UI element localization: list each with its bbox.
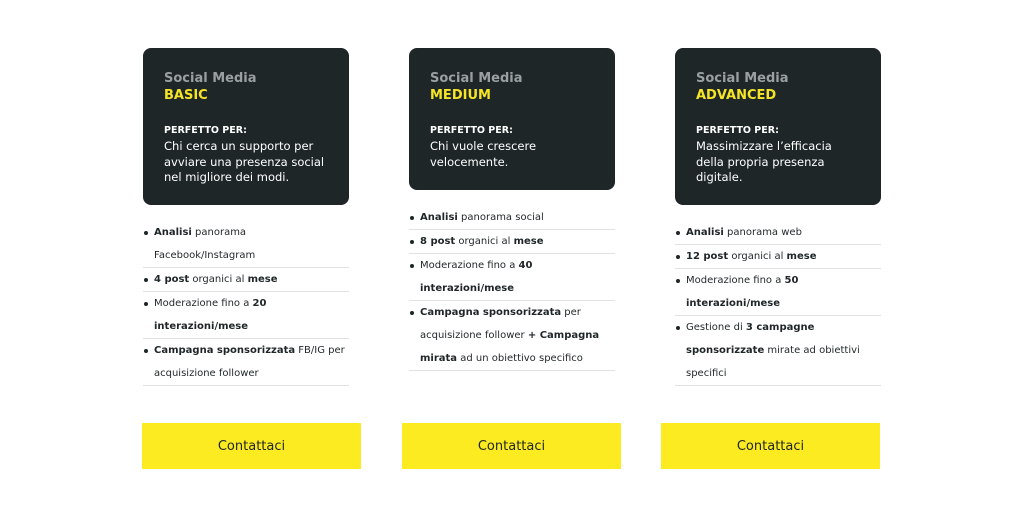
contact-button-medium[interactable]: Contattaci bbox=[402, 423, 621, 469]
plan-kicker: Social Media bbox=[164, 71, 257, 86]
feature-list bbox=[675, 221, 881, 386]
feature-item: Campagna sponsorizzata FB/IG per acquisizione follower bbox=[143, 339, 349, 386]
plan-for-label: PERFETTO PER: bbox=[430, 125, 513, 136]
feature-item: Gestione di 3 campagne sponsorizzate mirate ad obiettivi specifici bbox=[675, 316, 881, 386]
plan-medium bbox=[409, 48, 615, 371]
plan-kicker: Social Media bbox=[696, 71, 789, 86]
feature-item: Analisi panorama social bbox=[409, 206, 615, 230]
contact-button-advanced[interactable]: Contattaci bbox=[661, 423, 880, 469]
feature-item: Moderazione fino a 40 interazioni/mese bbox=[409, 254, 615, 301]
plan-card bbox=[409, 48, 615, 190]
contact-button-basic[interactable]: Contattaci bbox=[142, 423, 361, 469]
plan-description: Chi vuole crescere velocemente. bbox=[430, 139, 537, 169]
feature-item: 12 post organici al mese bbox=[675, 245, 881, 269]
plan-description: Chi cerca un supporto per avviare una presenza social nel migliore dei modi. bbox=[164, 139, 325, 184]
plan-description: Massimizzare l’efficacia della propria presenza digitale. bbox=[696, 139, 832, 184]
plan-tier: BASIC bbox=[164, 88, 208, 103]
plan-tier: ADVANCED bbox=[696, 88, 777, 103]
plan-for-label: PERFETTO PER: bbox=[696, 125, 779, 136]
plan-basic bbox=[143, 48, 349, 386]
feature-item: 8 post organici al mese bbox=[409, 230, 615, 254]
feature-list bbox=[143, 221, 349, 386]
plan-card bbox=[675, 48, 881, 205]
feature-item: Moderazione fino a 50 interazioni/mese bbox=[675, 269, 881, 316]
feature-item: Analisi panorama web bbox=[675, 221, 881, 245]
plan-card bbox=[143, 48, 349, 205]
plan-kicker: Social Media bbox=[430, 71, 523, 86]
feature-item: 4 post organici al mese bbox=[143, 268, 349, 292]
feature-list bbox=[409, 206, 615, 371]
feature-item: Moderazione fino a 20 interazioni/mese bbox=[143, 292, 349, 339]
plan-for-label: PERFETTO PER: bbox=[164, 125, 247, 136]
feature-item: Analisi panorama Facebook/Instagram bbox=[143, 221, 349, 268]
plan-advanced bbox=[675, 48, 881, 386]
plan-tier: MEDIUM bbox=[430, 88, 491, 103]
feature-item: Campagna sponsorizzata per acquisizione follower + Campagna mirata ad un obiettivo specifico bbox=[409, 301, 615, 371]
